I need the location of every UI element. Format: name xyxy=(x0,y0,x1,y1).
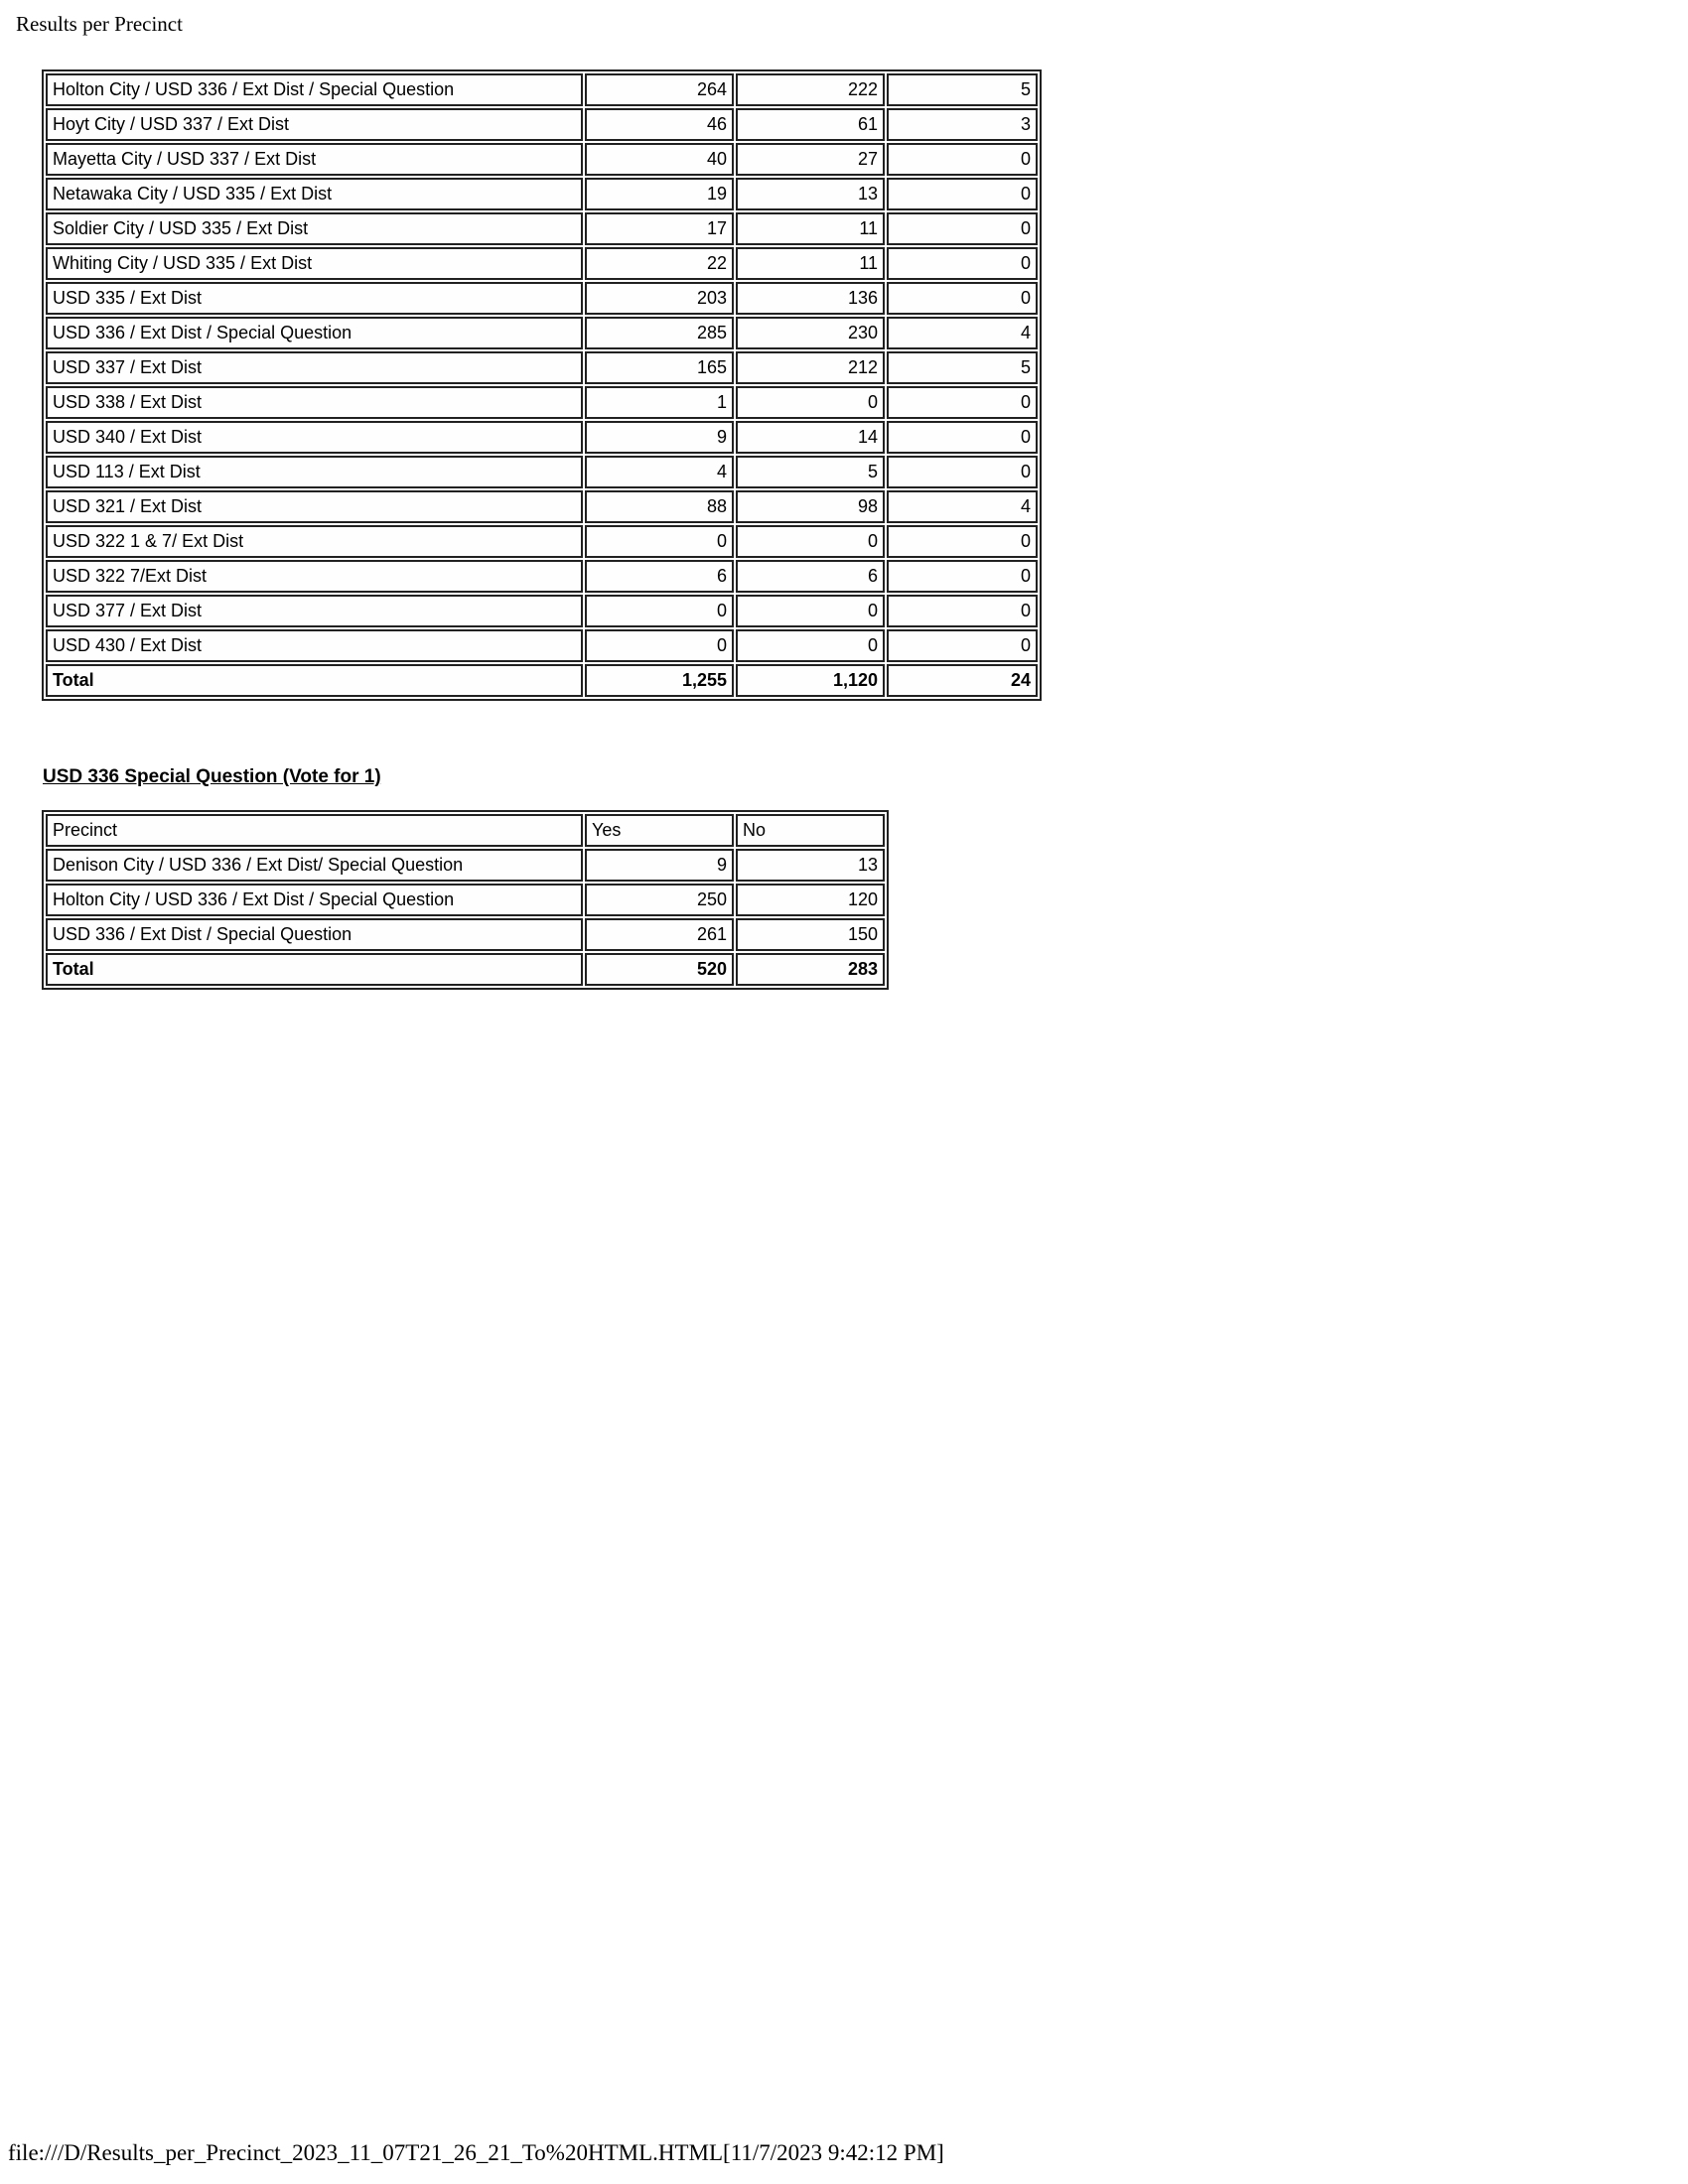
precinct-cell: Denison City / USD 336 / Ext Dist/ Special Question xyxy=(46,849,583,882)
value-cell: 3 xyxy=(887,108,1038,141)
value-cell: 0 xyxy=(887,143,1038,176)
precinct-cell: USD 321 / Ext Dist xyxy=(46,490,583,523)
table-row xyxy=(46,73,1038,106)
header-row xyxy=(46,814,885,847)
value-cell: 11 xyxy=(736,212,885,245)
value-cell: 61 xyxy=(736,108,885,141)
table-row xyxy=(46,212,1038,245)
table-row xyxy=(46,629,1038,662)
value-cell: 17 xyxy=(585,212,734,245)
value-cell: 0 xyxy=(736,595,885,627)
value-cell: 0 xyxy=(887,178,1038,210)
table-row xyxy=(46,351,1038,384)
precinct-cell: Total xyxy=(46,664,583,697)
value-cell: 5 xyxy=(736,456,885,488)
value-cell: 0 xyxy=(887,560,1038,593)
value-cell: 4 xyxy=(887,490,1038,523)
value-cell: 1 xyxy=(585,386,734,419)
value-cell: 22 xyxy=(585,247,734,280)
table-row xyxy=(46,560,1038,593)
value-cell: 203 xyxy=(585,282,734,315)
value-cell: 27 xyxy=(736,143,885,176)
precinct-cell: Holton City / USD 336 / Ext Dist / Special Question xyxy=(46,73,583,106)
special-question-table-body xyxy=(46,814,885,986)
value-cell: 46 xyxy=(585,108,734,141)
value-cell: 222 xyxy=(736,73,885,106)
precinct-cell: USD 430 / Ext Dist xyxy=(46,629,583,662)
results-table-body xyxy=(46,73,1038,697)
precinct-cell: USD 322 1 & 7/ Ext Dist xyxy=(46,525,583,558)
value-cell: 283 xyxy=(736,953,885,986)
precinct-cell: Whiting City / USD 335 / Ext Dist xyxy=(46,247,583,280)
precinct-cell: USD 377 / Ext Dist xyxy=(46,595,583,627)
precinct-cell: USD 336 / Ext Dist / Special Question xyxy=(46,317,583,349)
table-row xyxy=(46,525,1038,558)
table-row xyxy=(46,317,1038,349)
value-cell: 0 xyxy=(585,629,734,662)
file-path-footer: file:///D/Results_per_Precinct_2023_11_07T21_26_21_To%20HTML.HTML[11/7/2023 9:42:12 PM] xyxy=(8,2140,944,2165)
precinct-cell: USD 337 / Ext Dist xyxy=(46,351,583,384)
value-cell: 9 xyxy=(585,849,734,882)
total-row xyxy=(46,664,1038,697)
value-cell: 0 xyxy=(887,595,1038,627)
value-cell: 14 xyxy=(736,421,885,454)
value-cell: 0 xyxy=(736,386,885,419)
precinct-cell: USD 340 / Ext Dist xyxy=(46,421,583,454)
total-row xyxy=(46,953,885,986)
table-row xyxy=(46,490,1038,523)
value-cell: 250 xyxy=(585,884,734,916)
table-row xyxy=(46,247,1038,280)
value-cell: 5 xyxy=(887,73,1038,106)
value-cell: 13 xyxy=(736,178,885,210)
value-cell: 0 xyxy=(736,629,885,662)
value-cell: 150 xyxy=(736,918,885,951)
value-cell: 40 xyxy=(585,143,734,176)
value-cell: 0 xyxy=(585,525,734,558)
value-cell: 1,120 xyxy=(736,664,885,697)
value-cell: 4 xyxy=(585,456,734,488)
table-row xyxy=(46,178,1038,210)
value-cell: 6 xyxy=(585,560,734,593)
value-cell: 165 xyxy=(585,351,734,384)
precinct-cell: Netawaka City / USD 335 / Ext Dist xyxy=(46,178,583,210)
value-cell: 261 xyxy=(585,918,734,951)
value-cell: 120 xyxy=(736,884,885,916)
value-cell: 0 xyxy=(887,421,1038,454)
value-cell: 0 xyxy=(887,212,1038,245)
table-row xyxy=(46,143,1038,176)
value-cell: 0 xyxy=(887,386,1038,419)
value-cell: 4 xyxy=(887,317,1038,349)
value-cell: 230 xyxy=(736,317,885,349)
precinct-cell: USD 338 / Ext Dist xyxy=(46,386,583,419)
table-row xyxy=(46,282,1038,315)
value-cell: 0 xyxy=(887,525,1038,558)
value-cell: 98 xyxy=(736,490,885,523)
value-cell: 0 xyxy=(887,456,1038,488)
precinct-cell: USD 335 / Ext Dist xyxy=(46,282,583,315)
value-cell: 520 xyxy=(585,953,734,986)
value-cell: 11 xyxy=(736,247,885,280)
page-title: Results per Precinct xyxy=(16,12,183,36)
special-question-heading: USD 336 Special Question (Vote for 1) xyxy=(43,766,381,787)
value-cell: 5 xyxy=(887,351,1038,384)
table-row xyxy=(46,884,885,916)
precinct-cell: Mayetta City / USD 337 / Ext Dist xyxy=(46,143,583,176)
table-row xyxy=(46,918,885,951)
table-row xyxy=(46,456,1038,488)
table-row xyxy=(46,421,1038,454)
value-cell: 264 xyxy=(585,73,734,106)
value-cell: 13 xyxy=(736,849,885,882)
precinct-cell: Soldier City / USD 335 / Ext Dist xyxy=(46,212,583,245)
column-header-cell: Precinct xyxy=(46,814,583,847)
value-cell: 0 xyxy=(887,247,1038,280)
value-cell: 0 xyxy=(585,595,734,627)
precinct-cell: USD 322 7/Ext Dist xyxy=(46,560,583,593)
table-row xyxy=(46,849,885,882)
value-cell: 0 xyxy=(887,282,1038,315)
value-cell: 285 xyxy=(585,317,734,349)
precinct-cell: Holton City / USD 336 / Ext Dist / Special Question xyxy=(46,884,583,916)
precinct-cell: USD 336 / Ext Dist / Special Question xyxy=(46,918,583,951)
precinct-cell: Total xyxy=(46,953,583,986)
value-cell: 212 xyxy=(736,351,885,384)
table-row xyxy=(46,108,1038,141)
value-cell: 136 xyxy=(736,282,885,315)
special-question-table xyxy=(42,810,889,990)
value-cell: 1,255 xyxy=(585,664,734,697)
table-row xyxy=(46,386,1038,419)
value-cell: 0 xyxy=(736,525,885,558)
value-cell: 9 xyxy=(585,421,734,454)
value-cell: 88 xyxy=(585,490,734,523)
value-cell: 0 xyxy=(887,629,1038,662)
value-cell: 24 xyxy=(887,664,1038,697)
value-cell: 19 xyxy=(585,178,734,210)
table-row xyxy=(46,595,1038,627)
results-per-precinct-table xyxy=(42,69,1042,701)
precinct-cell: USD 113 / Ext Dist xyxy=(46,456,583,488)
value-cell: 6 xyxy=(736,560,885,593)
precinct-cell: Hoyt City / USD 337 / Ext Dist xyxy=(46,108,583,141)
column-header-cell: Yes xyxy=(585,814,734,847)
column-header-cell: No xyxy=(736,814,885,847)
